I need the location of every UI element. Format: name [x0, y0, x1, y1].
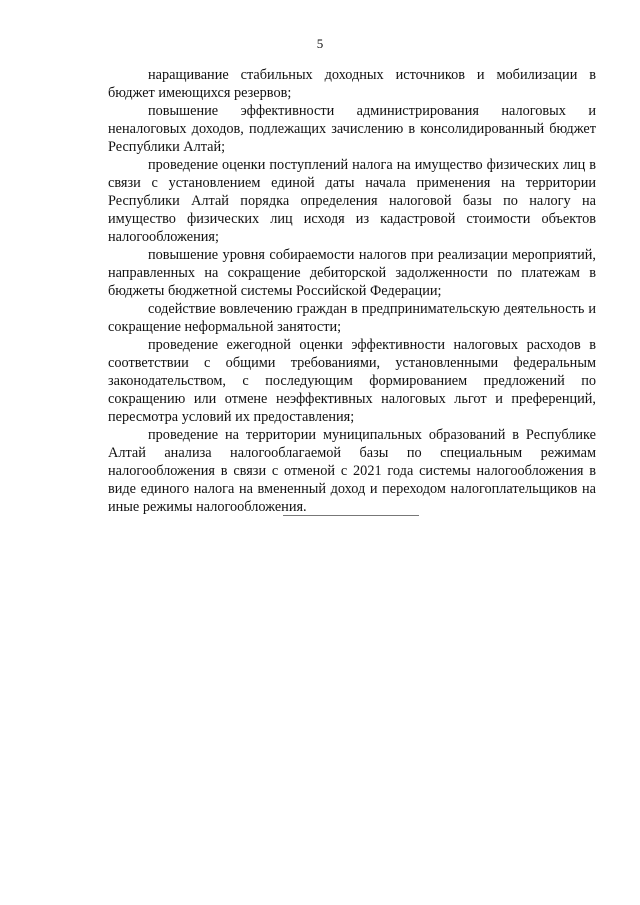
paragraph: проведение оценки поступлений налога на имущество физических лиц в связи с установлением единой даты начала применения на территории Республики Алтай порядка определения налоговой базы по налогу на имущество физических лиц исходя из кадастровой стоимости объектов налогообложения;	[108, 157, 596, 245]
page-number: 5	[316, 36, 324, 51]
paragraph: проведение на территории муниципальных образований в Республике Алтай анализа налогооблагаемой базы по специальным режимам налогообложения в связи с отменой с 2021 года системы налогообложения в виде единого налога на вмененный доход и переходом налогоплательщиков на иные режимы налогообложения.	[108, 427, 596, 515]
end-divider	[283, 515, 419, 516]
paragraph: проведение ежегодной оценки эффективности налоговых расходов в соответствии с общими требованиями, установленными федеральным законодательством, с последующим формированием предложений по сокращению или отмене неэффективных налоговых льгот и преференций, пересмотра условий их предоставления;	[108, 337, 596, 425]
paragraph: содействие вовлечению граждан в предпринимательскую деятельность и сокращение неформальной занятости;	[108, 301, 596, 335]
paragraph: повышение уровня собираемости налогов при реализации мероприятий, направленных на сокращение дебиторской задолженности по платежам в бюджеты бюджетной системы Российской Федерации;	[108, 247, 596, 299]
paragraph: наращивание стабильных доходных источников и мобилизации в бюджет имеющихся резервов;	[108, 67, 596, 101]
paragraph: повышение эффективности администрирования налоговых и неналоговых доходов, подлежащих зачислению в консолидированный бюджет Республики Алтай;	[108, 103, 596, 155]
document-body	[108, 66, 596, 516]
